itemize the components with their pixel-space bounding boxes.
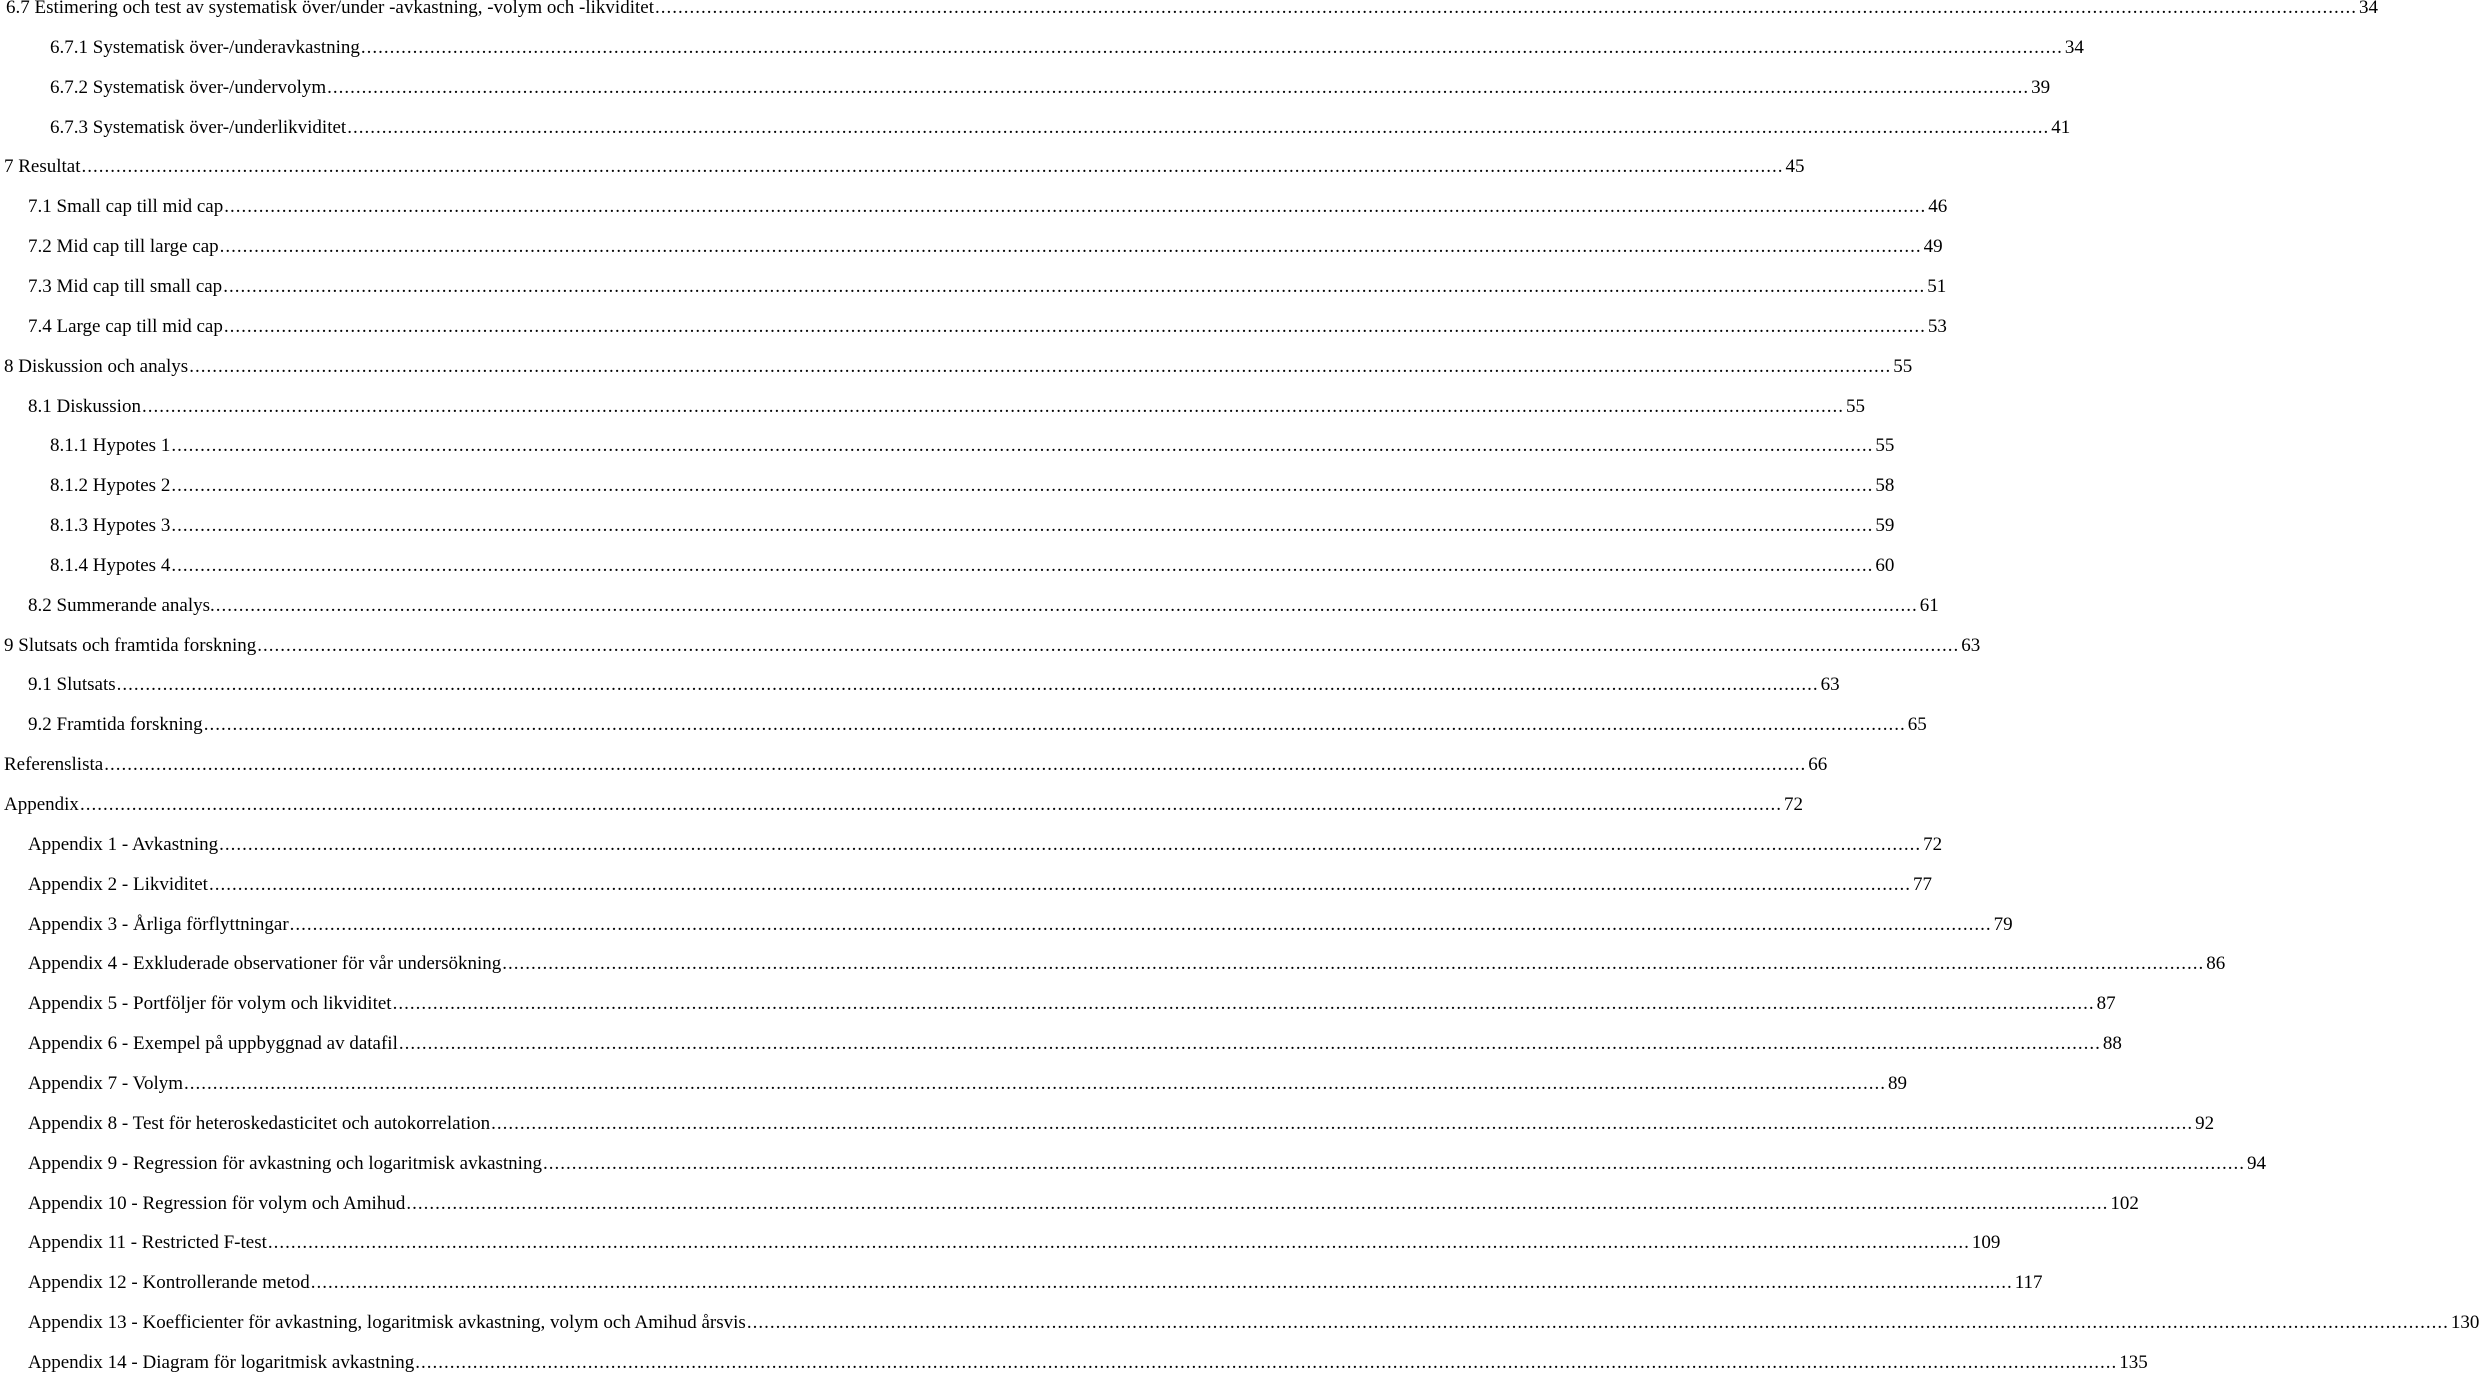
toc-entry-title: 7.2 Mid cap till large cap [28, 236, 219, 258]
dot-leader [142, 393, 1844, 421]
toc-entry-title: 6.7.1 Systematisk över-/underavkastning [50, 36, 360, 58]
toc-entry-title: 8 Diskussion och analys [4, 355, 189, 377]
toc-entry[interactable] [50, 472, 1895, 500]
toc-entry-page-number: 102 [2110, 1192, 2139, 1214]
toc-entry[interactable] [4, 791, 1803, 819]
toc-entry-page-number: 88 [2102, 1033, 2122, 1055]
toc-entry-page-number: 87 [2096, 993, 2116, 1015]
toc-entry[interactable] [28, 711, 1927, 739]
toc-entry[interactable] [50, 74, 2051, 102]
toc-entry-title: 8.1.3 Hypotes 3 [50, 515, 171, 537]
toc-entry[interactable] [50, 552, 1895, 580]
toc-entry[interactable] [28, 1070, 1907, 1098]
toc-entry[interactable] [28, 871, 1932, 899]
toc-entry-page-number: 39 [2031, 76, 2051, 98]
dot-leader [502, 950, 2204, 978]
dot-leader [117, 671, 1819, 699]
toc-entry-page-number: 72 [1783, 794, 1803, 815]
toc-entry-title: Appendix 11 - Restricted F-test [28, 1232, 267, 1254]
toc-entry[interactable] [28, 1110, 2215, 1138]
toc-entry[interactable] [4, 353, 1913, 381]
dot-leader [224, 193, 1926, 221]
dot-leader [220, 233, 1922, 261]
toc-entry-page-number: 109 [1971, 1232, 2001, 1254]
toc-entry-page-number: 66 [1808, 754, 1828, 776]
toc-entry-page-number: 34 [2359, 0, 2378, 18]
toc-entry[interactable] [28, 592, 1939, 620]
toc-entry-title: Appendix 8 - Test för heteroskedasticitet och autokorrelation [28, 1112, 491, 1134]
toc-entry-title: Appendix 2 - Likviditet [28, 873, 208, 895]
toc-entry[interactable] [50, 114, 2071, 142]
toc-entry-page-number: 41 [2051, 116, 2071, 138]
toc-entry[interactable] [28, 671, 1840, 699]
toc-entry-page-number: 65 [1907, 714, 1927, 736]
toc-entry-page-number: 63 [1820, 674, 1840, 696]
dot-leader [268, 1229, 1970, 1257]
toc-entry-title: 9.2 Framtida forskning [28, 714, 203, 736]
toc-entry[interactable] [28, 1190, 2139, 1218]
dot-leader [82, 153, 1784, 181]
dot-leader [393, 990, 2095, 1018]
toc-entry-title: 6.7.2 Systematisk över-/undervolym [50, 76, 327, 98]
dot-leader [223, 273, 1925, 301]
toc-entry-title: Appendix 5 - Portföljer för volym och likviditet [28, 993, 392, 1015]
dot-leader [361, 34, 2063, 62]
dot-leader [209, 871, 1911, 899]
toc-entry-title: Appendix [4, 794, 79, 815]
toc-entry-page-number: 92 [2195, 1112, 2215, 1134]
dot-leader [189, 353, 1891, 381]
toc-entry[interactable] [50, 512, 1895, 540]
toc-entry-page-number: 77 [1912, 873, 1932, 895]
toc-entry[interactable] [28, 273, 1947, 301]
dot-leader [171, 472, 1873, 500]
dot-leader [406, 1190, 2108, 1218]
toc-entry[interactable] [6, 0, 2378, 22]
toc-entry[interactable] [4, 153, 1805, 181]
toc-entry-page-number: 63 [1961, 634, 1981, 656]
toc-entry-title: Appendix 10 - Regression för volym och Amihud [28, 1192, 406, 1214]
toc-entry-title: Appendix 6 - Exempel på uppbyggnad av datafil [28, 1033, 398, 1055]
toc-entry[interactable] [28, 990, 2116, 1018]
toc-entry[interactable] [50, 432, 1895, 460]
toc-entry-title: 6.7.3 Systematisk över-/underlikviditet [50, 116, 347, 138]
toc-entry-title: Appendix 14 - Diagram för logaritmisk avkastning [28, 1351, 415, 1373]
toc-entry-title: Appendix 1 - Avkastning [28, 833, 219, 855]
dot-leader [104, 751, 1806, 779]
dot-leader [216, 592, 1918, 620]
dot-leader [327, 74, 2029, 102]
toc-entry-title: Appendix 4 - Exkluderade observationer för vår undersökning [28, 953, 502, 975]
toc-entry-title: 8.2 Summerande analys. [28, 594, 215, 616]
dot-leader [171, 552, 1873, 580]
toc-entry-title: 8.1.2 Hypotes 2 [50, 475, 171, 497]
toc-entry[interactable] [28, 1150, 2266, 1178]
toc-entry[interactable] [28, 1030, 2122, 1058]
toc-entry[interactable] [4, 632, 1981, 660]
toc-entry-page-number: 34 [2064, 36, 2084, 58]
dot-leader [204, 711, 1906, 739]
toc-entry[interactable] [28, 950, 2226, 978]
toc-entry-title: Appendix 12 - Kontrollerande metod [28, 1272, 310, 1294]
toc-entry-title: 8.1.4 Hypotes 4 [50, 554, 171, 576]
toc-entry-page-number: 86 [2206, 953, 2226, 975]
toc-entry-page-number: 51 [1927, 275, 1947, 297]
dot-leader [655, 0, 2357, 22]
toc-entry-page-number: 60 [1875, 554, 1895, 576]
dot-leader [171, 432, 1873, 460]
toc-entry[interactable] [28, 233, 1943, 261]
dot-leader [219, 831, 1921, 859]
dot-leader [399, 1030, 2101, 1058]
toc-entry-page-number: 117 [2014, 1272, 2043, 1294]
toc-entry-title: 7.3 Mid cap till small cap [28, 275, 223, 297]
toc-entry-title: 7 Resultat [4, 156, 81, 178]
toc-entry-title: 6.7 Estimering och test av systematisk över/under -avkastning, -volym och -likviditet [6, 0, 654, 18]
toc-entry-page-number: 89 [1888, 1072, 1907, 1094]
toc-entry-title: Appendix 13 - Koefficienter för avkastning, logaritmisk avkastning, volym och Amihud årsvis [28, 1312, 746, 1334]
toc-entry[interactable] [28, 313, 1947, 341]
dot-leader [224, 313, 1926, 341]
dot-leader [290, 911, 1992, 939]
toc-entry-page-number: 61 [1919, 594, 1939, 616]
toc-entry[interactable] [28, 1349, 2148, 1377]
toc-entry-page-number: 53 [1927, 315, 1947, 337]
toc-entry-page-number: 49 [1923, 236, 1943, 258]
dot-leader [491, 1110, 2193, 1138]
toc-entry[interactable] [28, 1229, 2001, 1257]
dot-leader [184, 1070, 1886, 1098]
toc-entry-page-number: 130 [2450, 1312, 2479, 1334]
dot-leader [311, 1269, 2013, 1297]
dot-leader [747, 1309, 2449, 1337]
toc-entry-title: 8.1 Diskussion [28, 395, 141, 417]
toc-entry-page-number: 55 [1893, 355, 1913, 377]
toc-entry[interactable] [28, 1269, 2043, 1297]
toc-entry-page-number: 79 [1993, 913, 2013, 935]
dot-leader [415, 1349, 2117, 1377]
toc-entry-page-number: 55 [1845, 395, 1865, 417]
toc-entry-title: 7.1 Small cap till mid cap [28, 196, 224, 218]
toc-entry-title: 9.1 Slutsats [28, 674, 116, 696]
toc-entry-title: Appendix 3 - Årliga förflyttningar [28, 913, 289, 935]
dot-leader [80, 791, 1782, 819]
toc-entry[interactable] [28, 911, 2013, 939]
toc-entry-page-number: 59 [1875, 515, 1895, 537]
toc-entry-page-number: 45 [1785, 156, 1805, 178]
toc-entry-page-number: 135 [2119, 1351, 2148, 1373]
toc-entry[interactable] [50, 34, 2084, 62]
toc-entry-page-number: 72 [1923, 833, 1943, 855]
toc-entry-title: Appendix 7 - Volym [28, 1072, 183, 1094]
toc-entry-page-number: 46 [1928, 196, 1948, 218]
dot-leader [543, 1150, 2245, 1178]
dot-leader [347, 114, 2049, 142]
dot-leader [171, 512, 1873, 540]
toc-entry[interactable] [28, 1309, 2479, 1337]
toc-entry[interactable] [28, 831, 1943, 859]
toc-entry-title: Appendix 9 - Regression för avkastning och logaritmisk avkastning [28, 1152, 542, 1174]
toc-entry-title: 8.1.1 Hypotes 1 [50, 435, 171, 457]
toc-entry-page-number: 58 [1875, 475, 1895, 497]
dot-leader [257, 632, 1959, 660]
toc-entry-title: Referenslista [4, 754, 104, 776]
toc-entry-title: 7.4 Large cap till mid cap [28, 315, 223, 337]
toc-entry[interactable] [28, 393, 1865, 421]
toc-entry-page-number: 55 [1875, 435, 1895, 457]
toc-entry[interactable] [4, 751, 1828, 779]
toc-entry[interactable] [28, 193, 1948, 221]
toc-entry-title: 9 Slutsats och framtida forskning [4, 634, 257, 656]
toc-entry-page-number: 94 [2246, 1152, 2266, 1174]
